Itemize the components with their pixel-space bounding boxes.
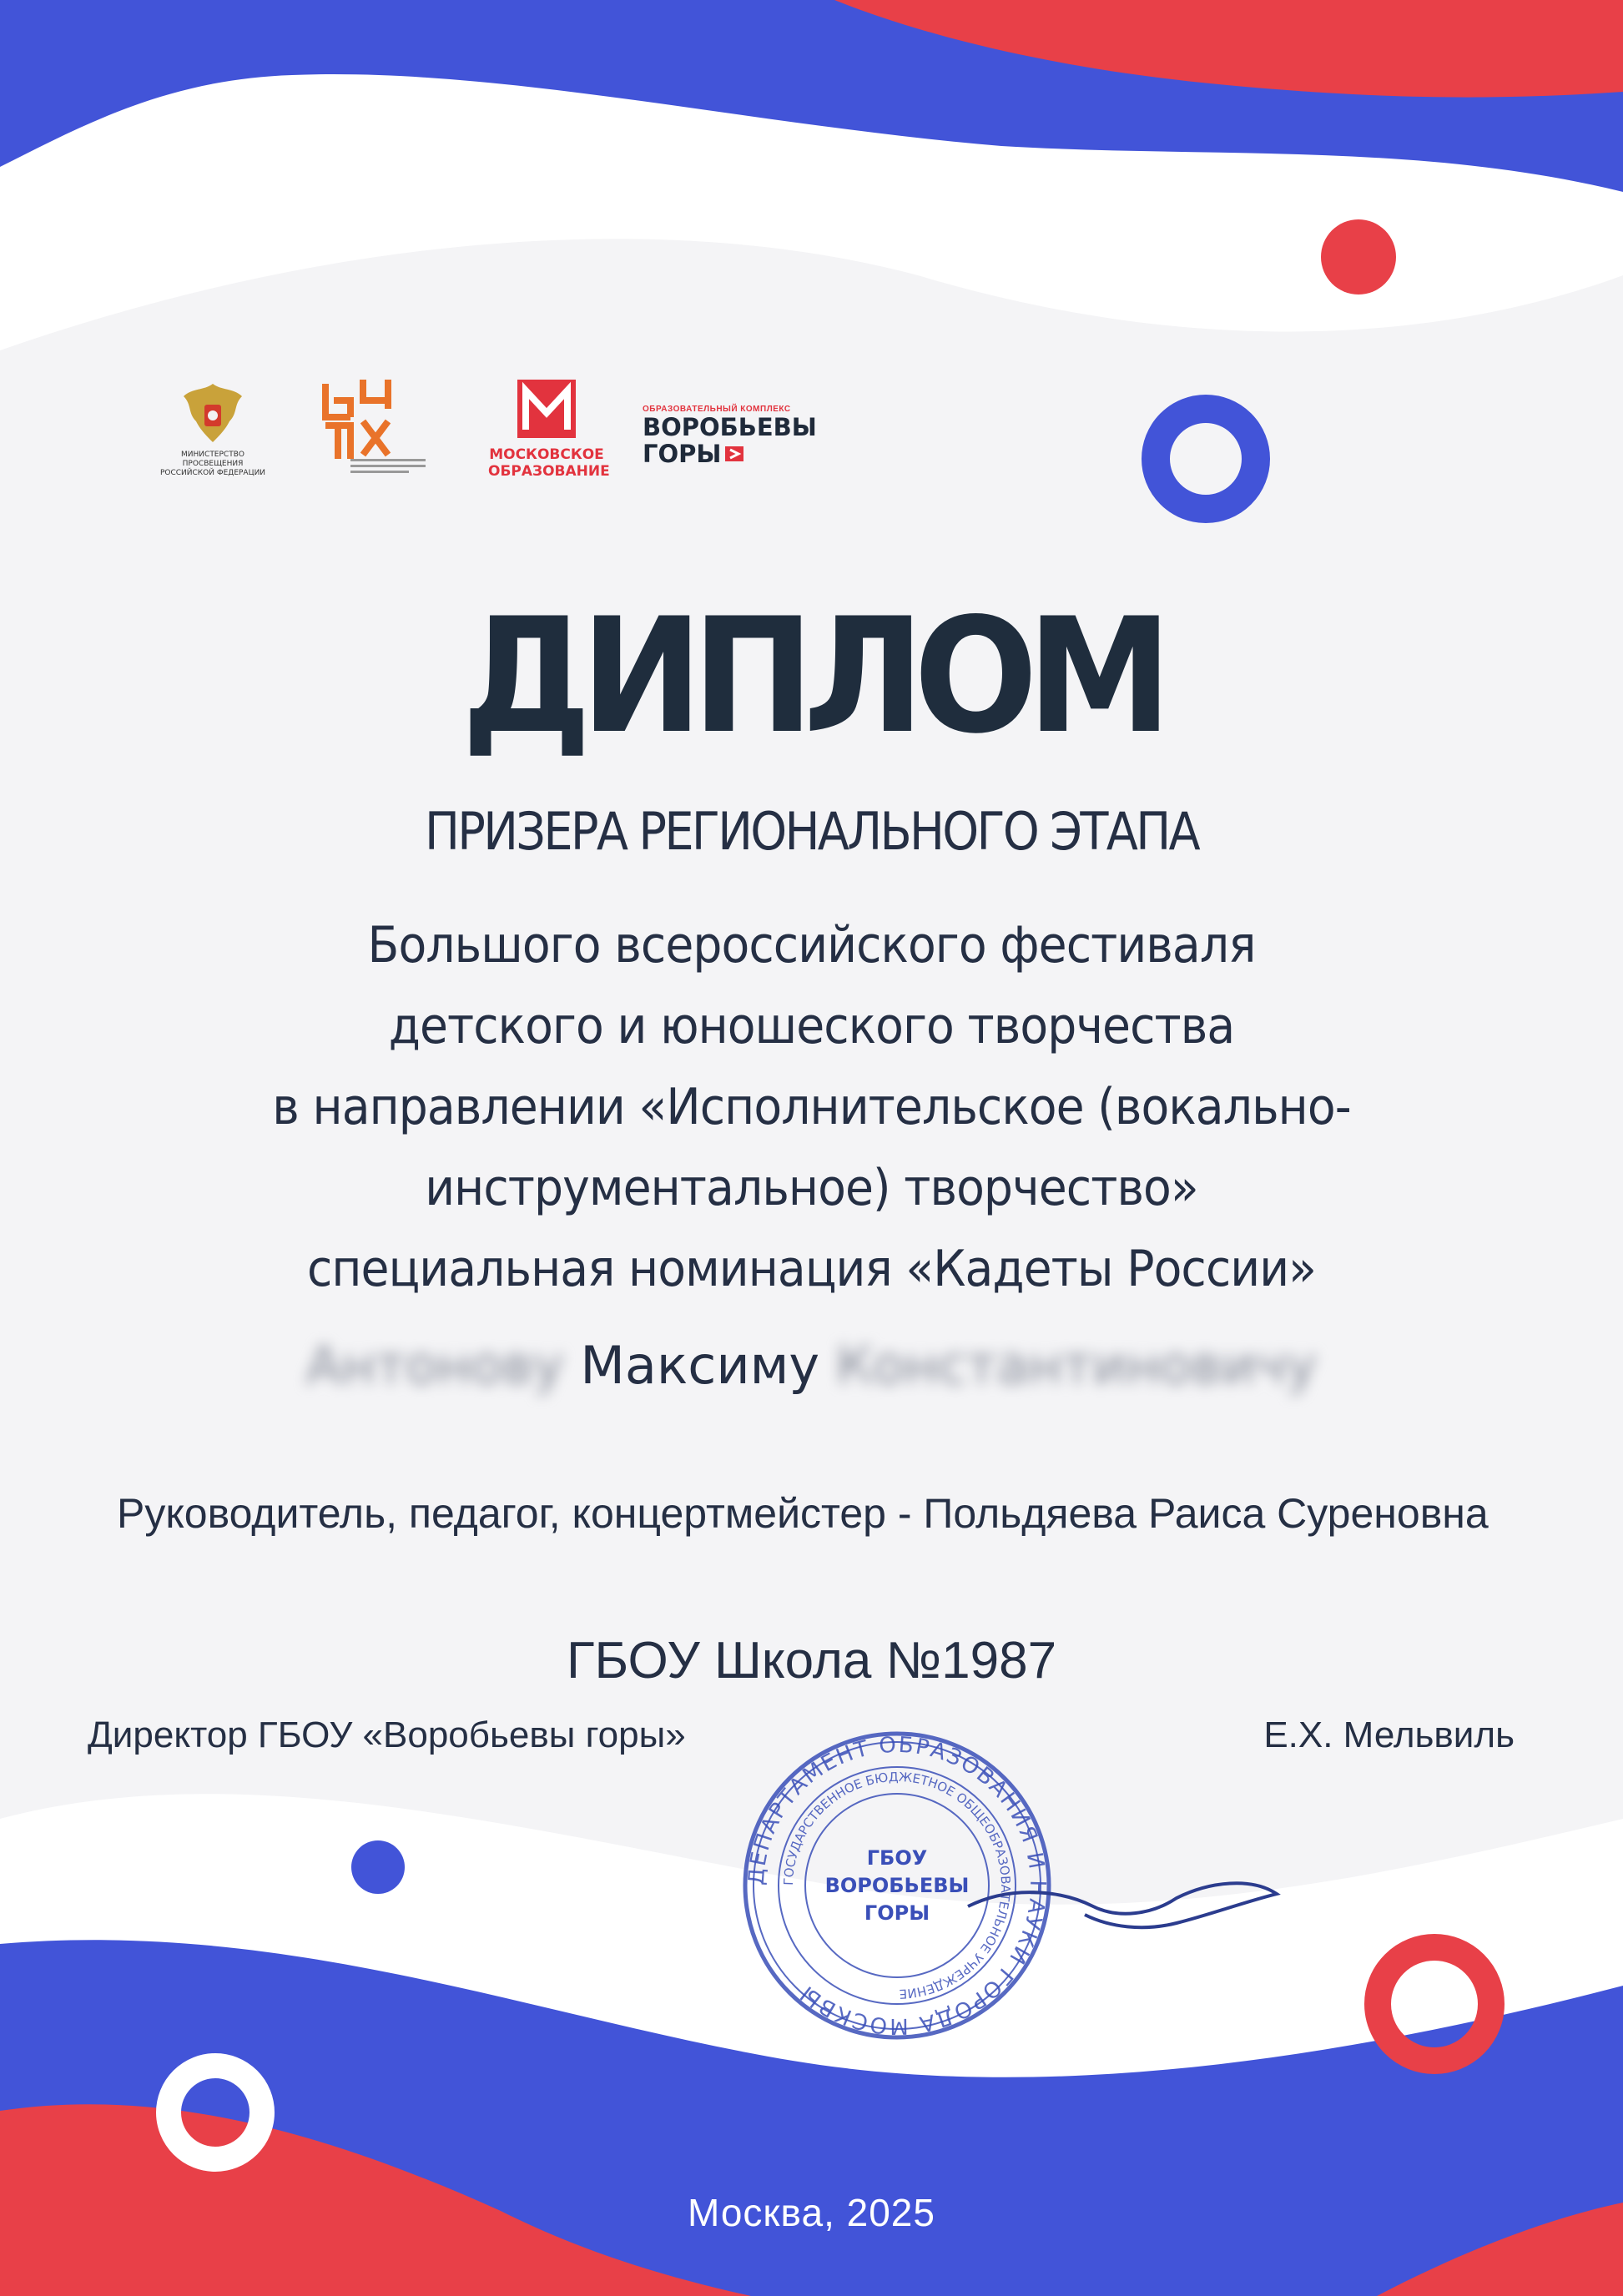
ministry-logo-text: МИНИСТЕРСТВО ПРОСВЕЩЕНИЯ РОССИЙСКОЙ ФЕДЕРАЦИИ xyxy=(159,451,266,477)
stamp-center-3: ГОРЫ xyxy=(864,1901,930,1925)
official-stamp xyxy=(743,1727,1285,2044)
stamp-outer-ring-text: ДЕПАРТАМЕНТ ОБРАЗОВАНИЯ И НАУКИ ГОРОДА МОСКВЫ xyxy=(743,1732,1051,2039)
director-name: Е.Х. Мельвиль xyxy=(1263,1714,1515,1755)
vg-small-text: ОБРАЗОВАТЕЛЬНЫЙ КОМПЛЕКС xyxy=(643,405,791,414)
diploma-description xyxy=(65,905,1558,1310)
ministry-logo xyxy=(154,375,271,478)
mos-obr-text-1: МОСКОВСКОЕ xyxy=(489,446,604,463)
recipient-patronymic-blurred: Константиновичу xyxy=(835,1335,1318,1396)
recipient-first-name: Максиму xyxy=(580,1335,820,1396)
city-year: Москва, 2025 xyxy=(688,2191,935,2234)
description-line-3: в направлении «Исполнительское (вокально- xyxy=(272,1078,1351,1136)
vorobievy-gory-logo xyxy=(643,405,826,467)
description-line-1: Большого всероссийского фестиваля xyxy=(367,916,1256,974)
vcht-mark-icon xyxy=(317,375,434,476)
eagle-emblem-icon xyxy=(154,375,271,446)
description-line-4: инструментальное) творчество» xyxy=(425,1159,1198,1217)
stamp-center-2: ВОРОБЬЕВЫ xyxy=(824,1874,970,1897)
vg-text-2: ГОРЫ xyxy=(643,440,722,468)
stamp-inner-ring-text: ГОСУДАРСТВЕННОЕ БЮДЖЕТНОЕ ОБЩЕОБРАЗОВАТЕЛЬНОЕ УЧРЕЖДЕНИЕ xyxy=(780,1769,1014,2002)
bottom-blue-dot xyxy=(351,1840,405,1894)
vcht-logo xyxy=(317,375,434,480)
school-name: ГБОУ Школа №1987 xyxy=(566,1632,1057,1689)
mos-obr-mark-icon xyxy=(488,375,605,442)
top-red-dot xyxy=(1321,219,1396,295)
recipient-surname-blurred: Антонову xyxy=(305,1335,564,1396)
mos-obr-text-2: ОБРАЗОВАНИЕ xyxy=(488,463,610,480)
recipient-name xyxy=(0,1335,1623,1396)
diploma-title: ДИПЛОМ xyxy=(461,584,1162,768)
diploma-subtitle: ПРИЗЕРА РЕГИОНАЛЬНОГО ЭТАПА xyxy=(425,801,1198,862)
vg-text-row-2 xyxy=(643,441,826,467)
stamp-center-1: ГБОУ xyxy=(866,1846,928,1870)
description-line-2: детского и юношеского творчества xyxy=(388,997,1235,1055)
director-label: Директор ГБОУ «Воробьевы горы» xyxy=(88,1714,686,1755)
description-line-5: специальная номинация «Кадеты России» xyxy=(306,1240,1317,1298)
leader-line: Руководитель, педагог, концертмейстер - Польдяева Раиса Суреновна xyxy=(117,1490,1489,1537)
vg-text-1: ВОРОБЬЕВЫ xyxy=(643,413,817,441)
vg-arrow-icon xyxy=(723,445,745,463)
mos-obr-logo xyxy=(488,375,610,480)
